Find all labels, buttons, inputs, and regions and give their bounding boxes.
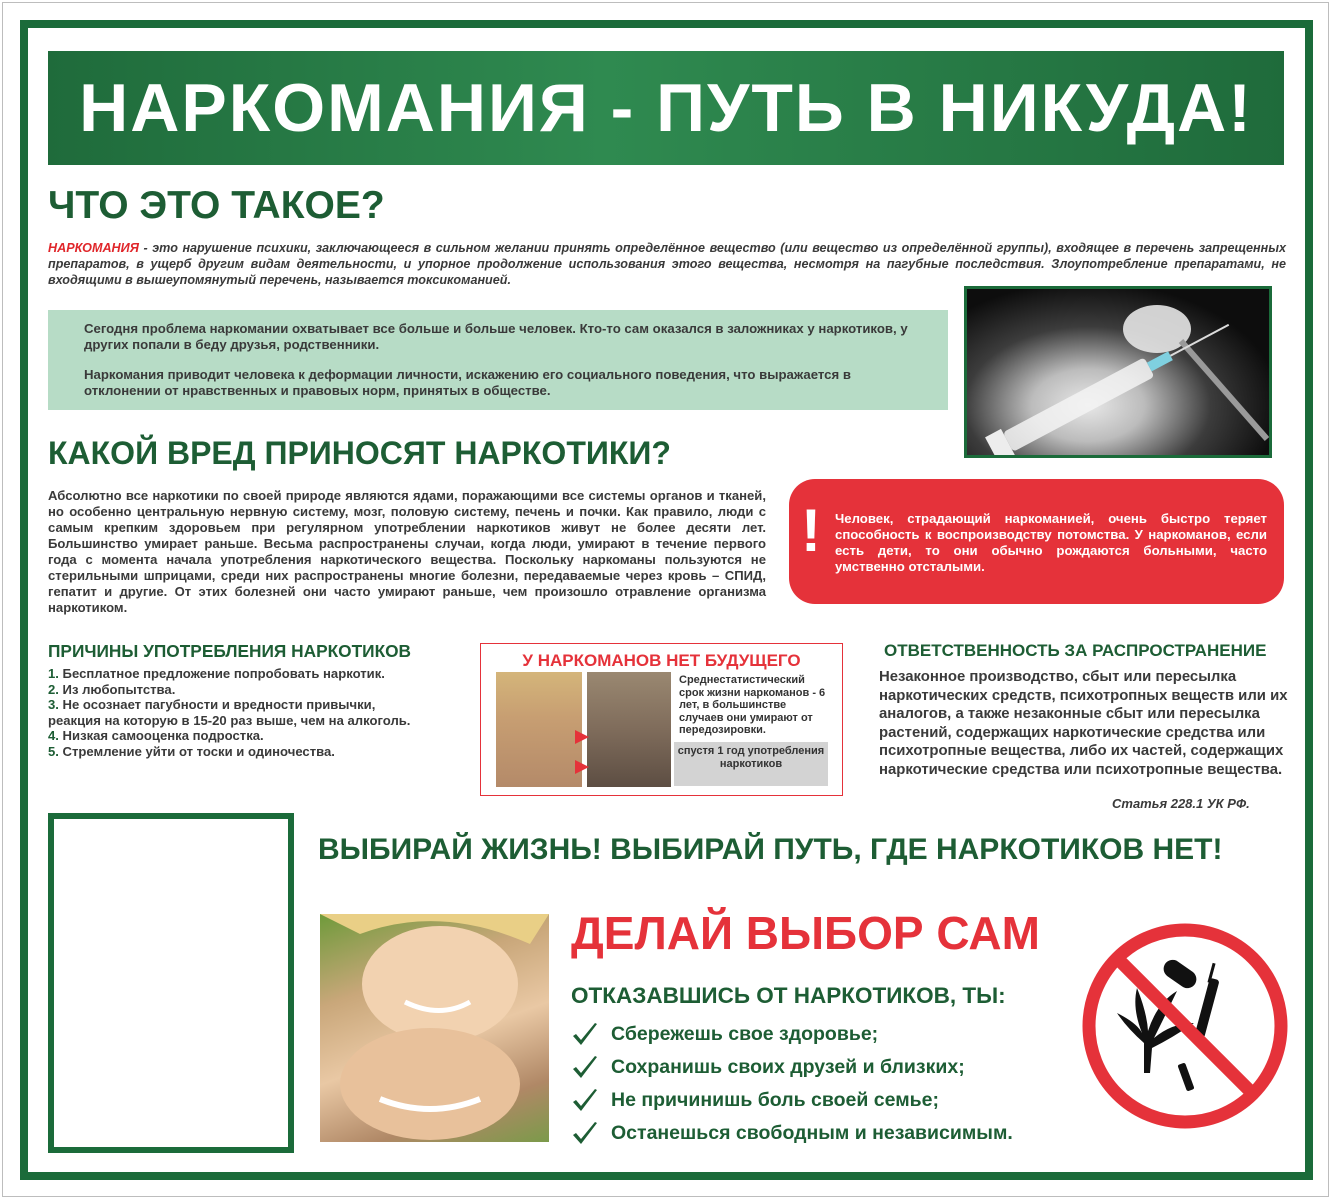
no-future-title: У НАРКОМАНОВ НЕТ БУДУЩЕГО — [522, 651, 801, 670]
syringe-icon — [967, 289, 1269, 455]
arrow-right-icon — [575, 760, 589, 774]
lifespan-text: Среднестатистический срок жизни наркоманов - 6 лет, в большинстве случаев они умирают от передозировки. — [679, 674, 826, 736]
check-icon — [571, 1121, 599, 1147]
responsibility-text: Незаконное производство, сбыт или пересылка наркотических средств, психотропных веществ или их аналогов, а также незаконные сбыт или пересылка растений, содержащих наркотические средства или психотропные вещества, либо их частей, содержащих наркотические средства или психотропные вещества. — [879, 669, 1288, 778]
definition-term: НАРКОМАНИЯ — [48, 241, 139, 255]
list-item: Не причинишь боль своей семье; — [571, 1084, 1013, 1117]
reasons-heading: ПРИЧИНЫ УПОТРЕБЛЕНИЯ НАРКОТИКОВ — [48, 641, 412, 661]
check-icon — [571, 1022, 599, 1048]
list-item: 2. Из любопытства. — [48, 681, 176, 697]
harm-text: Абсолютно все наркотики по своей природе являются ядами, поражающими все системы органов и тканей, но особенно центральную нервную систему, мозг, половую систему, печень и почки. Как правило, люди с самым крепким здоровьем при регулярном употреблении наркотиков живут не более десяти лет. Большинство умирает раньше. Весьма распространены случаи, когда люди, умирают в течение первого года с момента начала употребления наркотического вещества. Поскольку наркоманы пользуются не стерильными шприцами, среди них распространены многие болезни, передаваемые через кровь – СПИД, гепатит и другие. От этих болезней они часто умирают раньше, чем произошло отравление организма наркотиком. — [48, 488, 766, 615]
blank-frame — [48, 813, 294, 1153]
no-drugs-icon — [1082, 923, 1288, 1129]
check-icon — [571, 1055, 599, 1081]
list-item: 5. Стремление уйти от тоски и одиночества. — [48, 743, 335, 759]
what-heading: ЧТО ЭТО ТАКОЕ? — [48, 184, 385, 227]
list-item: 3. Не осознает пагубности и вредности привычки, — [48, 697, 376, 712]
harm-heading: КАКОЙ ВРЕД ПРИНОСЯТ НАРКОТИКИ? — [48, 435, 671, 471]
benefits-list — [571, 1018, 1013, 1150]
problem-paragraph-2: Наркомания приводит человека к деформации личности, искажению его социального поведения, что выражается в отклонении от нравственных и правовых норм, принятых в обществе. — [84, 367, 851, 398]
refusing-heading: ОТКАЗАВШИСЬ ОТ НАРКОТИКОВ, ТЫ: — [571, 983, 1006, 1008]
list-item: Останешься свободным и независимым. — [571, 1117, 1013, 1150]
after-one-year-caption: спустя 1 год употребления наркотиков — [674, 742, 828, 786]
warning-box — [789, 479, 1284, 604]
responsibility-heading: ОТВЕТСТВЕННОСТЬ ЗА РАСПРОСТРАНЕНИЕ — [884, 641, 1267, 660]
warning-text: Человек, страдающий наркоманией, очень быстро теряет способность к воспроизводству потомства. У наркоманов, если есть дети, то они обычно рождаются больными, часто умственно отсталыми. — [835, 511, 1267, 574]
poster-title: НАРКОМАНИЯ - ПУТЬ В НИКУДА! — [79, 70, 1253, 146]
smiling-couple-photo — [320, 914, 549, 1142]
list-item: Сохранишь своих друзей и близких; — [571, 1051, 1013, 1084]
list-item: 1. Бесплатное предложение попробовать наркотик. — [48, 666, 385, 681]
arrow-right-icon — [575, 730, 589, 744]
definition-text — [48, 240, 1286, 288]
list-item: Сбережешь свое здоровье; — [571, 1018, 1013, 1051]
problem-box — [48, 310, 948, 410]
problem-paragraph-1: Сегодня проблема наркомании охватывает все больше и больше человек. Кто-то сам оказался в заложниках у наркотиков, у других попали в беду друзья, родственники. — [84, 321, 908, 352]
list-item: 4. Низкая самооценка подростка. — [48, 728, 264, 743]
check-icon — [571, 1088, 599, 1114]
photo-before — [496, 672, 582, 787]
law-article: Статья 228.1 УК РФ. — [1112, 796, 1250, 811]
make-choice-heading: ДЕЛАЙ ВЫБОР САМ — [571, 907, 1040, 959]
list-item: реакция на которую в 15-20 раз выше, чем на алкоголь. — [48, 712, 411, 728]
slogan: ВЫБИРАЙ ЖИЗНЬ! ВЫБИРАЙ ПУТЬ, ГДЕ НАРКОТИКОВ НЕТ! — [318, 833, 1223, 866]
title-banner — [48, 51, 1284, 165]
definition-body: - это нарушение психики, заключающееся в сильном желании принять определённое вещество (или вещество из определённой группы), входящее в перечень запрещенных препаратов, в ущерб другим видам деятельности, и упорное продолжение использования этого вещества, несмотря на пагубные последствия. Злоупотребление препаратами, не входящими в вышеупомянутый перечень, называется токсикоманией. — [48, 241, 1286, 287]
photo-after — [587, 672, 671, 787]
exclamation-icon: ! — [801, 497, 821, 564]
reasons-list — [48, 666, 410, 759]
no-future-box — [480, 643, 843, 796]
drugs-syringe-photo — [964, 286, 1272, 458]
